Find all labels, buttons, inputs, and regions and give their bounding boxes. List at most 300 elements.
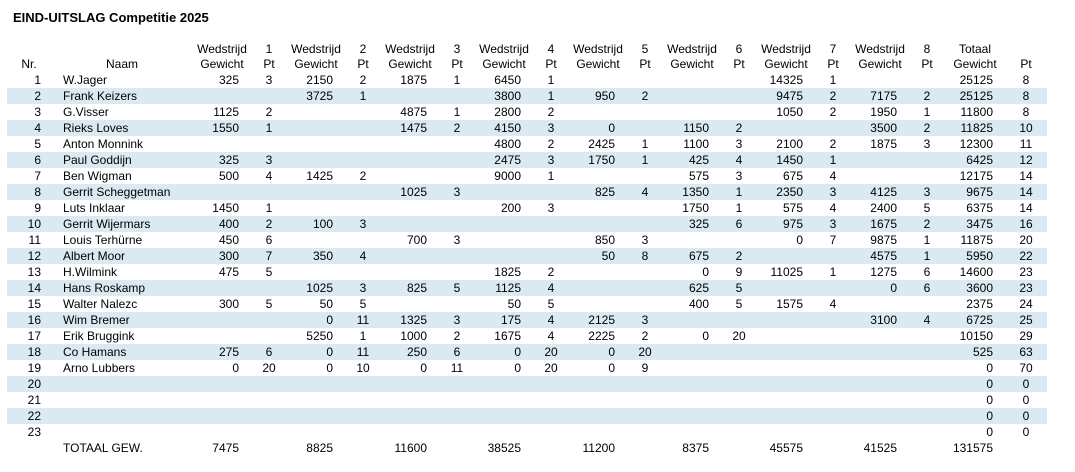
cell-wedstrijd4-pt <box>533 376 569 392</box>
cell-wedstrijd4-gewicht: 0 <box>514 345 521 359</box>
cell-wedstrijd6-gewicht <box>663 72 721 88</box>
cell-wedstrijd1-pt <box>251 328 287 344</box>
cell-wedstrijd3-pt: 2 <box>453 329 461 343</box>
table-row <box>7 168 1047 184</box>
cell-wedstrijd8-pt: 6 <box>923 281 931 295</box>
cell-wedstrijd2-pt <box>345 424 381 440</box>
cell-wedstrijd8-gewicht: 2400 <box>870 201 897 215</box>
cell-totaal-pt: 12 <box>1019 153 1033 167</box>
cell-wedstrijd1-gewicht <box>193 424 251 440</box>
cell-wedstrijd7-pt: 3 <box>829 185 837 199</box>
cell-wedstrijd3-pt <box>439 264 475 280</box>
cell-wedstrijd6-pt: 5 <box>735 281 743 295</box>
cell-wedstrijd6-gewicht <box>663 344 721 360</box>
header-totaal-pt: Pt <box>1020 57 1032 71</box>
header-wedstrijd-number-6: 6 <box>735 42 743 56</box>
cell-wedstrijd8-pt: 1 <box>923 249 931 263</box>
table-row <box>7 136 1047 152</box>
cell-naam: Hans Roskamp <box>63 281 146 295</box>
cell-wedstrijd4-pt: 20 <box>544 345 558 359</box>
cell-wedstrijd1-pt: 1 <box>265 201 273 215</box>
cell-wedstrijd8-pt <box>909 72 945 88</box>
cell-totaal-pt: 0 <box>1022 409 1030 423</box>
cell-wedstrijd8-pt: 4 <box>923 313 931 327</box>
cell-wedstrijd4-pt: 2 <box>547 105 555 119</box>
cell-wedstrijd5-gewicht <box>569 296 627 312</box>
totals-totaal-pt <box>1005 440 1047 456</box>
cell-wedstrijd1-gewicht: 300 <box>218 297 239 311</box>
cell-wedstrijd7-gewicht <box>757 360 815 376</box>
cell-wedstrijd7-pt: 4 <box>829 169 837 183</box>
cell-wedstrijd1-gewicht: 325 <box>218 73 239 87</box>
cell-wedstrijd5-gewicht: 50 <box>601 249 615 263</box>
cell-wedstrijd1-pt <box>251 184 287 200</box>
cell-nr: 9 <box>34 201 41 215</box>
cell-wedstrijd8-pt <box>909 360 945 376</box>
cell-wedstrijd2-gewicht: 5250 <box>306 329 333 343</box>
cell-totaal-pt: 24 <box>1019 297 1033 311</box>
cell-wedstrijd8-pt <box>909 168 945 184</box>
cell-wedstrijd4-gewicht: 1675 <box>494 329 521 343</box>
table-row <box>7 360 1047 376</box>
cell-wedstrijd4-gewicht <box>475 184 533 200</box>
cell-wedstrijd3-pt <box>439 216 475 232</box>
totals-wedstrijd2-pt <box>345 440 381 456</box>
cell-wedstrijd1-gewicht: 500 <box>218 169 239 183</box>
cell-wedstrijd6-pt: 20 <box>732 329 746 343</box>
cell-wedstrijd2-pt <box>345 232 381 248</box>
cell-nr: 6 <box>34 153 41 167</box>
cell-wedstrijd4-pt <box>533 184 569 200</box>
cell-wedstrijd3-pt: 5 <box>453 281 461 295</box>
cell-wedstrijd4-gewicht <box>475 248 533 264</box>
cell-wedstrijd3-pt: 1 <box>453 105 461 119</box>
cell-wedstrijd4-pt: 1 <box>547 73 555 87</box>
cell-wedstrijd2-gewicht: 50 <box>319 297 333 311</box>
cell-wedstrijd7-gewicht: 9475 <box>776 89 803 103</box>
cell-totaal-pt: 14 <box>1019 201 1033 215</box>
cell-wedstrijd2-pt: 5 <box>359 297 367 311</box>
cell-wedstrijd1-pt: 5 <box>265 265 273 279</box>
cell-totaal-pt: 0 <box>1022 377 1030 391</box>
cell-wedstrijd4-pt <box>533 424 569 440</box>
cell-wedstrijd3-gewicht <box>381 200 439 216</box>
cell-wedstrijd6-gewicht <box>663 360 721 376</box>
cell-wedstrijd6-gewicht: 675 <box>688 249 709 263</box>
table-footer <box>7 440 1047 456</box>
cell-totaal-pt: 14 <box>1019 185 1033 199</box>
cell-wedstrijd1-pt: 5 <box>265 297 273 311</box>
cell-wedstrijd5-gewicht: 2125 <box>588 313 615 327</box>
cell-wedstrijd4-gewicht: 50 <box>507 297 521 311</box>
cell-totaal-gewicht: 12300 <box>959 137 993 151</box>
cell-wedstrijd1-pt: 3 <box>265 153 273 167</box>
cell-wedstrijd1-pt: 7 <box>265 249 273 263</box>
header-row-2 <box>7 57 1047 72</box>
cell-wedstrijd1-gewicht: 0 <box>232 361 239 375</box>
cell-totaal-gewicht: 6425 <box>966 153 993 167</box>
cell-wedstrijd3-gewicht: 0 <box>420 361 427 375</box>
cell-wedstrijd2-pt: 2 <box>359 73 367 87</box>
header-nr: Nr. <box>21 57 37 71</box>
cell-naam: Paul Goddijn <box>63 153 132 167</box>
cell-wedstrijd3-gewicht <box>381 88 439 104</box>
cell-wedstrijd5-gewicht: 0 <box>608 361 615 375</box>
cell-wedstrijd6-gewicht: 425 <box>688 153 709 167</box>
cell-wedstrijd8-pt: 5 <box>923 201 931 215</box>
cell-wedstrijd5-gewicht <box>569 200 627 216</box>
cell-naam: Wim Bremer <box>63 313 130 327</box>
cell-wedstrijd7-pt: 1 <box>829 73 837 87</box>
cell-totaal-gewicht: 0 <box>986 409 993 423</box>
cell-wedstrijd1-pt: 2 <box>265 105 273 119</box>
header-pt-5: Pt <box>639 57 651 71</box>
totals-wedstrijd1-pt <box>251 440 287 456</box>
cell-wedstrijd7-gewicht: 675 <box>782 169 803 183</box>
cell-wedstrijd8-gewicht <box>851 408 909 424</box>
cell-wedstrijd1-gewicht: 1550 <box>212 121 239 135</box>
cell-wedstrijd6-pt <box>721 392 757 408</box>
cell-wedstrijd8-gewicht: 1675 <box>870 217 897 231</box>
table-row <box>7 280 1047 296</box>
cell-nr: 17 <box>27 329 41 343</box>
cell-wedstrijd1-gewicht: 475 <box>218 265 239 279</box>
cell-naam <box>51 376 193 392</box>
table-row <box>7 88 1047 104</box>
cell-naam <box>51 392 193 408</box>
cell-wedstrijd1-gewicht: 275 <box>218 345 239 359</box>
cell-nr: 11 <box>28 233 41 247</box>
totals-wedstrijd4-gewicht: 38525 <box>487 441 521 455</box>
cell-wedstrijd5-pt <box>627 120 663 136</box>
cell-wedstrijd8-pt: 2 <box>923 217 931 231</box>
cell-wedstrijd4-pt <box>533 216 569 232</box>
cell-wedstrijd6-pt <box>721 232 757 248</box>
cell-nr: 14 <box>27 281 41 295</box>
cell-wedstrijd5-pt <box>627 424 663 440</box>
cell-nr: 1 <box>34 73 41 87</box>
cell-wedstrijd8-pt: 1 <box>923 233 931 247</box>
cell-wedstrijd3-gewicht <box>381 376 439 392</box>
cell-wedstrijd8-pt <box>909 344 945 360</box>
cell-wedstrijd3-gewicht <box>381 168 439 184</box>
cell-wedstrijd1-gewicht: 400 <box>218 217 239 231</box>
cell-wedstrijd1-gewicht: 1125 <box>213 105 239 119</box>
cell-wedstrijd7-gewicht <box>757 408 815 424</box>
cell-wedstrijd2-pt <box>345 184 381 200</box>
table-row <box>7 344 1047 360</box>
cell-wedstrijd6-gewicht <box>663 232 721 248</box>
cell-wedstrijd8-pt <box>909 376 945 392</box>
cell-wedstrijd7-pt <box>815 344 851 360</box>
cell-wedstrijd6-pt: 4 <box>735 153 743 167</box>
cell-wedstrijd7-gewicht <box>757 248 815 264</box>
header-gewicht-6: Gewicht <box>670 57 714 71</box>
cell-wedstrijd1-pt <box>251 312 287 328</box>
totals-wedstrijd3-gewicht: 11600 <box>394 441 427 455</box>
cell-wedstrijd4-pt <box>533 232 569 248</box>
cell-wedstrijd5-pt: 3 <box>641 313 649 327</box>
cell-wedstrijd7-pt: 7 <box>829 233 837 247</box>
cell-totaal-pt: 22 <box>1019 249 1033 263</box>
header-wedstrijd-label-5: Wedstrijd <box>573 42 623 56</box>
cell-wedstrijd6-gewicht: 400 <box>688 297 709 311</box>
cell-wedstrijd5-gewicht <box>569 424 627 440</box>
cell-naam: Co Hamans <box>63 345 127 359</box>
cell-wedstrijd5-gewicht: 2425 <box>588 137 615 151</box>
totals-wedstrijd8-pt <box>909 440 945 456</box>
cell-wedstrijd4-gewicht: 1125 <box>495 281 521 295</box>
cell-wedstrijd6-gewicht: 1100 <box>683 137 709 151</box>
cell-wedstrijd3-gewicht <box>381 248 439 264</box>
cell-wedstrijd8-pt: 2 <box>923 89 931 103</box>
cell-wedstrijd3-gewicht <box>381 424 439 440</box>
cell-wedstrijd2-pt: 10 <box>356 361 370 375</box>
header-spacer-nr <box>7 42 51 57</box>
cell-totaal-gewicht: 0 <box>986 361 993 375</box>
cell-nr: 5 <box>34 137 41 151</box>
cell-wedstrijd5-pt <box>627 264 663 280</box>
table-body <box>7 72 1047 440</box>
cell-wedstrijd3-gewicht <box>381 216 439 232</box>
table-row <box>7 424 1047 440</box>
cell-wedstrijd4-gewicht <box>475 376 533 392</box>
cell-wedstrijd7-pt: 1 <box>829 153 837 167</box>
table-row <box>7 392 1047 408</box>
cell-wedstrijd1-gewicht: 300 <box>218 249 239 263</box>
cell-wedstrijd5-gewicht <box>569 104 627 120</box>
header-pt-8: Pt <box>921 57 933 71</box>
cell-wedstrijd6-gewicht: 1150 <box>683 121 709 135</box>
cell-wedstrijd2-gewicht <box>287 136 345 152</box>
cell-totaal-pt: 25 <box>1019 313 1033 327</box>
cell-wedstrijd4-gewicht: 3800 <box>494 89 521 103</box>
cell-wedstrijd7-gewicht: 2100 <box>776 137 803 151</box>
cell-wedstrijd2-gewicht: 0 <box>326 345 333 359</box>
cell-wedstrijd7-pt <box>815 408 851 424</box>
cell-totaal-pt: 11 <box>1019 137 1033 151</box>
cell-wedstrijd8-pt <box>909 328 945 344</box>
table-row <box>7 312 1047 328</box>
header-spacer-naam <box>51 42 193 57</box>
cell-wedstrijd2-gewicht <box>287 232 345 248</box>
cell-wedstrijd1-pt <box>251 88 287 104</box>
cell-wedstrijd8-pt: 3 <box>923 185 931 199</box>
header-totaal-label: Totaal <box>958 42 992 56</box>
cell-wedstrijd4-gewicht: 9000 <box>494 169 521 183</box>
cell-wedstrijd7-gewicht: 1450 <box>776 153 803 167</box>
cell-nr: 3 <box>34 105 41 119</box>
cell-nr: 19 <box>27 361 41 375</box>
cell-wedstrijd2-pt <box>345 264 381 280</box>
cell-wedstrijd6-pt <box>721 376 757 392</box>
cell-wedstrijd3-gewicht: 4875 <box>400 105 427 119</box>
cell-wedstrijd7-pt <box>815 328 851 344</box>
cell-nr: 23 <box>27 425 41 439</box>
table-row <box>7 328 1047 344</box>
cell-wedstrijd5-pt <box>627 296 663 312</box>
cell-wedstrijd3-gewicht: 1875 <box>400 73 427 87</box>
table-header <box>7 42 1047 72</box>
cell-nr: 22 <box>27 409 41 423</box>
cell-wedstrijd5-pt <box>627 392 663 408</box>
cell-totaal-pt: 8 <box>1022 105 1030 119</box>
cell-wedstrijd4-gewicht <box>475 408 533 424</box>
cell-totaal-gewicht: 0 <box>986 377 993 391</box>
cell-wedstrijd2-gewicht: 1425 <box>306 169 333 183</box>
cell-wedstrijd8-gewicht <box>851 328 909 344</box>
cell-wedstrijd2-gewicht: 0 <box>326 313 333 327</box>
cell-wedstrijd4-gewicht: 4800 <box>494 137 521 151</box>
cell-wedstrijd3-pt: 3 <box>453 233 461 247</box>
cell-wedstrijd4-gewicht <box>475 232 533 248</box>
cell-totaal-gewicht: 10150 <box>959 329 993 343</box>
cell-wedstrijd7-pt: 2 <box>829 89 837 103</box>
header-gewicht-5: Gewicht <box>576 57 620 71</box>
cell-wedstrijd6-gewicht: 0 <box>702 329 709 343</box>
cell-wedstrijd1-gewicht <box>193 312 251 328</box>
cell-wedstrijd8-gewicht <box>851 296 909 312</box>
totals-wedstrijd6-gewicht: 8375 <box>682 441 709 455</box>
cell-wedstrijd6-pt <box>721 88 757 104</box>
cell-wedstrijd7-pt <box>815 312 851 328</box>
cell-wedstrijd3-gewicht: 250 <box>406 345 427 359</box>
cell-wedstrijd5-pt: 1 <box>641 153 649 167</box>
totals-wedstrijd1-gewicht: 7475 <box>212 441 239 455</box>
cell-naam: H.Wilmink <box>63 265 117 279</box>
cell-naam: Gerrit Scheggetman <box>63 185 171 199</box>
cell-wedstrijd5-gewicht <box>569 216 627 232</box>
page-title: EIND-UITSLAG Competitie 2025 <box>13 10 209 25</box>
cell-wedstrijd3-pt: 3 <box>453 185 461 199</box>
cell-wedstrijd8-pt: 2 <box>923 121 931 135</box>
cell-wedstrijd4-pt <box>533 392 569 408</box>
header-wedstrijd-number-1: 1 <box>265 42 273 56</box>
cell-wedstrijd5-gewicht <box>569 408 627 424</box>
cell-wedstrijd6-gewicht <box>663 88 721 104</box>
cell-wedstrijd6-pt: 6 <box>735 217 743 231</box>
cell-wedstrijd3-gewicht <box>381 408 439 424</box>
cell-wedstrijd3-gewicht <box>381 296 439 312</box>
cell-wedstrijd3-gewicht: 1000 <box>400 329 427 343</box>
totals-wedstrijd4-pt <box>533 440 569 456</box>
cell-totaal-gewicht: 11825 <box>960 121 993 135</box>
cell-wedstrijd6-pt <box>721 408 757 424</box>
cell-nr: 4 <box>34 121 41 135</box>
table-row <box>7 104 1047 120</box>
cell-wedstrijd6-pt <box>721 344 757 360</box>
cell-nr: 13 <box>27 265 41 279</box>
cell-wedstrijd5-pt <box>627 408 663 424</box>
totals-wedstrijd3-pt <box>439 440 475 456</box>
cell-wedstrijd2-gewicht <box>287 264 345 280</box>
report-sheet <box>0 10 1075 456</box>
cell-totaal-gewicht: 0 <box>986 393 993 407</box>
header-gewicht-2: Gewicht <box>294 57 338 71</box>
cell-wedstrijd5-pt: 2 <box>641 329 649 343</box>
cell-wedstrijd1-pt <box>251 392 287 408</box>
cell-wedstrijd6-gewicht <box>663 312 721 328</box>
cell-wedstrijd1-pt: 6 <box>265 233 273 247</box>
header-gewicht-8: Gewicht <box>858 57 902 71</box>
cell-totaal-gewicht: 9675 <box>966 185 993 199</box>
cell-wedstrijd5-gewicht <box>569 280 627 296</box>
cell-wedstrijd8-pt <box>909 152 945 168</box>
cell-wedstrijd6-pt: 1 <box>735 185 743 199</box>
header-totaal-gewicht: Gewicht <box>953 57 997 71</box>
cell-wedstrijd8-gewicht <box>851 360 909 376</box>
cell-totaal-gewicht: 3600 <box>966 281 993 295</box>
cell-wedstrijd7-pt <box>815 376 851 392</box>
cell-wedstrijd8-gewicht <box>851 424 909 440</box>
table-row <box>7 120 1047 136</box>
cell-wedstrijd7-gewicht <box>757 376 815 392</box>
totals-wedstrijd5-gewicht: 11200 <box>582 441 615 455</box>
header-wedstrijd-label-1: Wedstrijd <box>197 42 247 56</box>
cell-wedstrijd8-pt: 1 <box>923 105 931 119</box>
header-gewicht-4: Gewicht <box>482 57 526 71</box>
cell-nr: 7 <box>34 169 41 183</box>
cell-wedstrijd8-gewicht: 4125 <box>870 185 897 199</box>
totals-row <box>7 440 1047 456</box>
cell-wedstrijd4-pt: 20 <box>544 361 558 375</box>
cell-wedstrijd7-pt: 1 <box>829 265 837 279</box>
cell-nr: 16 <box>27 313 41 327</box>
cell-wedstrijd8-gewicht: 1275 <box>870 265 897 279</box>
cell-wedstrijd6-gewicht: 575 <box>688 169 709 183</box>
cell-wedstrijd1-pt: 1 <box>265 121 273 135</box>
cell-wedstrijd4-gewicht <box>475 392 533 408</box>
cell-wedstrijd6-gewicht <box>663 392 721 408</box>
cell-wedstrijd1-pt <box>251 408 287 424</box>
cell-naam: Ben Wigman <box>63 169 132 183</box>
cell-wedstrijd7-gewicht: 575 <box>782 201 803 215</box>
cell-wedstrijd8-gewicht <box>851 344 909 360</box>
cell-wedstrijd1-gewicht <box>193 280 251 296</box>
cell-wedstrijd5-pt: 9 <box>641 361 649 375</box>
cell-wedstrijd8-gewicht: 1875 <box>870 137 897 151</box>
cell-wedstrijd5-pt <box>627 168 663 184</box>
cell-wedstrijd3-pt <box>439 392 475 408</box>
table-row <box>7 72 1047 88</box>
cell-wedstrijd8-pt <box>909 408 945 424</box>
header-wedstrijd-number-3: 3 <box>453 42 461 56</box>
table-row <box>7 376 1047 392</box>
cell-wedstrijd8-pt: 3 <box>923 137 931 151</box>
header-gewicht-1: Gewicht <box>200 57 244 71</box>
cell-wedstrijd2-pt <box>345 376 381 392</box>
cell-totaal-gewicht: 2375 <box>966 297 993 311</box>
cell-wedstrijd5-gewicht: 0 <box>608 345 615 359</box>
cell-wedstrijd6-gewicht <box>663 376 721 392</box>
cell-wedstrijd6-gewicht: 0 <box>702 265 709 279</box>
cell-wedstrijd7-gewicht: 1575 <box>776 297 803 311</box>
cell-wedstrijd8-gewicht: 4575 <box>870 249 897 263</box>
cell-naam: Luts Inklaar <box>63 201 126 215</box>
cell-wedstrijd5-gewicht: 2225 <box>588 329 615 343</box>
cell-wedstrijd3-pt: 3 <box>453 313 461 327</box>
cell-wedstrijd6-pt <box>721 104 757 120</box>
cell-totaal-pt: 8 <box>1022 89 1030 103</box>
cell-wedstrijd6-pt <box>721 424 757 440</box>
cell-wedstrijd7-pt <box>815 280 851 296</box>
cell-wedstrijd1-pt: 20 <box>262 361 276 375</box>
cell-wedstrijd4-gewicht: 175 <box>500 313 521 327</box>
cell-wedstrijd4-pt <box>533 408 569 424</box>
cell-totaal-pt: 63 <box>1019 345 1033 359</box>
cell-wedstrijd7-pt <box>815 248 851 264</box>
cell-wedstrijd5-pt: 2 <box>641 89 649 103</box>
